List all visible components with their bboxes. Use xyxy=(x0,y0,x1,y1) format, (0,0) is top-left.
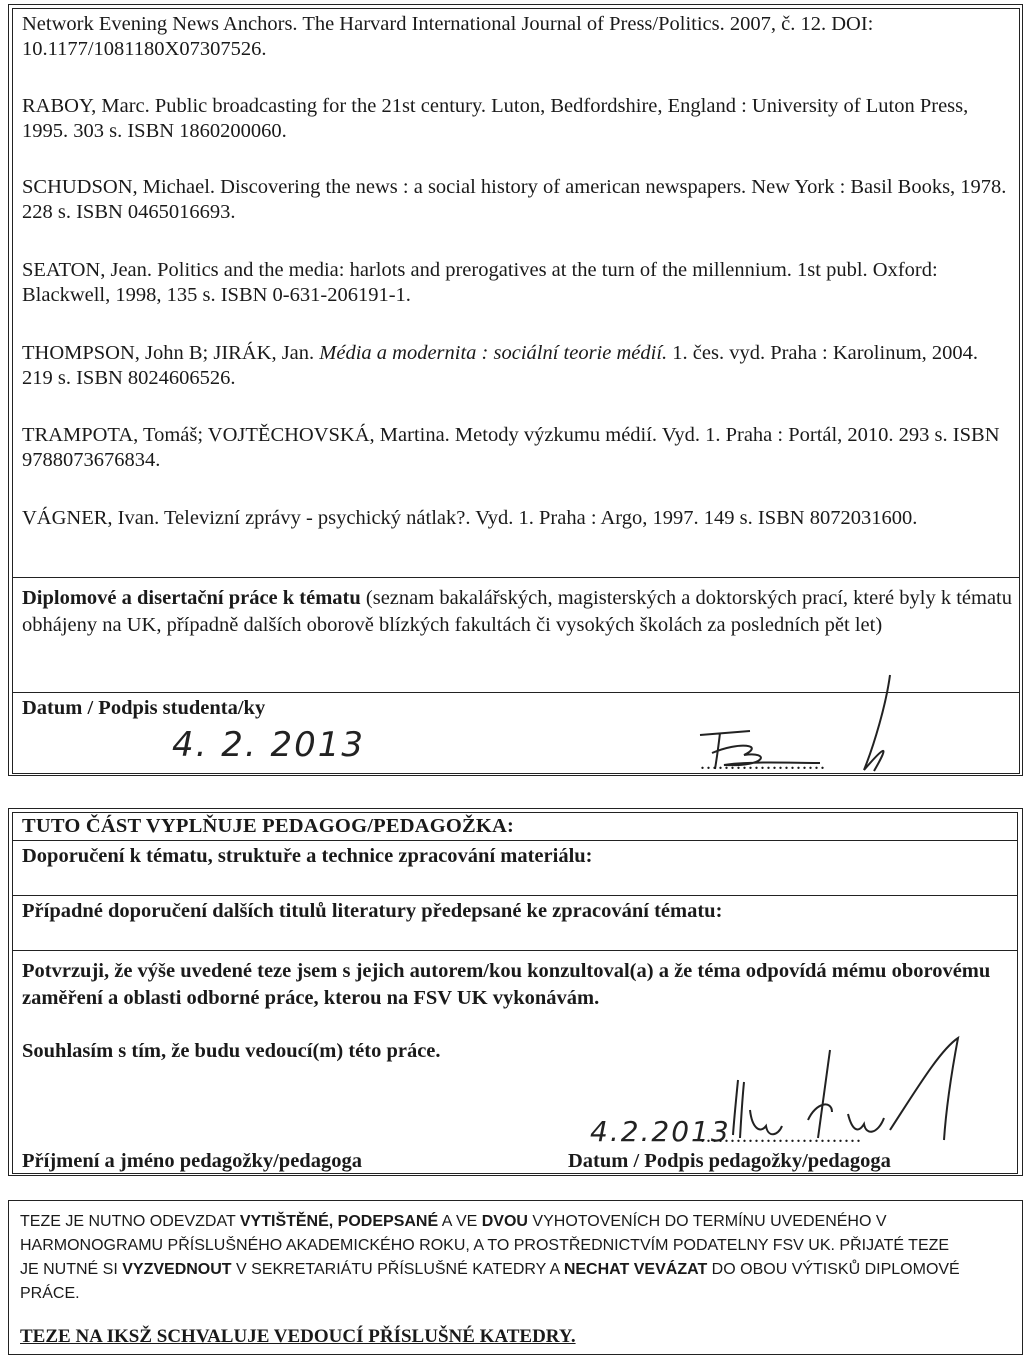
reference-item: VÁGNER, Ivan. Televizní zprávy - psychický nátlak?. Vyd. 1. Praha : Argo, 1997. 149 s. ISBN 8072031600. xyxy=(22,507,918,529)
pedagog-signature-line: ........................... xyxy=(700,1125,862,1147)
divider xyxy=(12,895,1018,896)
reference-item: SCHUDSON, Michael. Discovering the news : a social history of american newspapers. New York : Basil Books, 1978. 228 s. ISBN 0465016693. xyxy=(22,176,1007,223)
student-date-signature-label: Datum / Podpis studenta/ky xyxy=(22,697,266,719)
student-handwritten-date: 4. 2. 2013 xyxy=(172,725,366,765)
reference-item: RABOY, Marc. Public broadcasting for the 21st century. Luton, Bedfordshire, England : University of Luton Press, 1995. 303 s. ISBN 1860200060. xyxy=(22,95,969,142)
reference-item: SEATON, Jean. Politics and the media: harlots and prerogatives at the turn of the millennium. 1st publ. Oxford: Blackwell, 1998, 135 s. ISBN 0-631-206191-1. xyxy=(22,259,938,306)
pedagog-handwritten-date: 4.2.2013 xyxy=(590,1115,731,1148)
divider xyxy=(12,577,1020,578)
pedagog-name-label: Příjmení a jméno pedagožky/pedagoga xyxy=(22,1150,362,1172)
confirmation-text: Potvrzuji, že výše uvedené teze jsem s jejich autorem/kou konzultoval(a) a že téma odpovídá mému oborovému zaměření a oblasti odborné práce, kterou na FSV UK vykonávám. xyxy=(22,960,991,1009)
notice-text: TEZE JE NUTNO ODEVZDAT VYTIŠTĚNÉ, PODEPSANÉ A VE DVOU VYHOTOVENÍCH DO TERMÍNU UVEDENÉHO V HARMONOGRAMU PŘÍSLUŠNÉHO AKADEMICKÉHO ROKU, A TO PROSTŘEDNICTVÍM PODATELNY FSV UK. PŘIJATÉ TEZE JE NUTNÉ SI VYZVEDNOUT V SEKRETARIÁTU PŘÍSLUŠNÉ KATEDRY A NECHAT VEVÁZAT DO OBOU VÝTISKŮ DIPLOMOVÉ PRÁCE. xyxy=(20,1213,960,1302)
agreement-text: Souhlasím s tím, že budu vedoucí(m) této práce. xyxy=(22,1040,441,1062)
pedagog-date-signature-label: Datum / Podpis pedagožky/pedagoga xyxy=(568,1150,891,1172)
notice-footer: TEZE NA IKSŽ SCHVALUJE VEDOUCÍ PŘÍSLUŠNÉ KATEDRY. xyxy=(20,1326,576,1347)
reference-item: THOMPSON, John B; JIRÁK, Jan. Média a modernita : sociální teorie médií. 1. čes. vyd. Praha : Karolinum, 2004. 219 s. ISBN 8024606526. xyxy=(22,342,979,389)
divider xyxy=(12,950,1018,951)
recommendation-literature-label: Případné doporučení dalších titulů literatury předepsané ke zpracování tématu: xyxy=(22,900,723,922)
theses-heading: Diplomové a disertační práce k tématu (seznam bakalářských, magisterských a doktorských prací, které byly k tématu obhájeny na UK, případně dalších oborově blízkých fakultách či vysokých školách za posledních pět let) xyxy=(22,587,1013,636)
reference-item: Network Evening News Anchors. The Harvard International Journal of Press/Politics. 2007, č. 12. DOI: 10.1177/1081180X07307526. xyxy=(22,13,874,60)
recommendation-structure-label: Doporučení k tématu, struktuře a technice zpracování materiálu: xyxy=(22,845,593,867)
pedagog-section-header: TUTO ČÁST VYPLŇUJE PEDAGOG/PEDAGOŽKA: xyxy=(22,815,515,837)
divider xyxy=(12,840,1018,841)
reference-item: TRAMPOTA, Tomáš; VOJTĚCHOVSKÁ, Martina. Metody výzkumu médií. Vyd. 1. Praha : Portál, 2010. 293 s. ISBN 9788073676834. xyxy=(22,424,1000,471)
student-signature-line: ..................... xyxy=(700,752,826,774)
